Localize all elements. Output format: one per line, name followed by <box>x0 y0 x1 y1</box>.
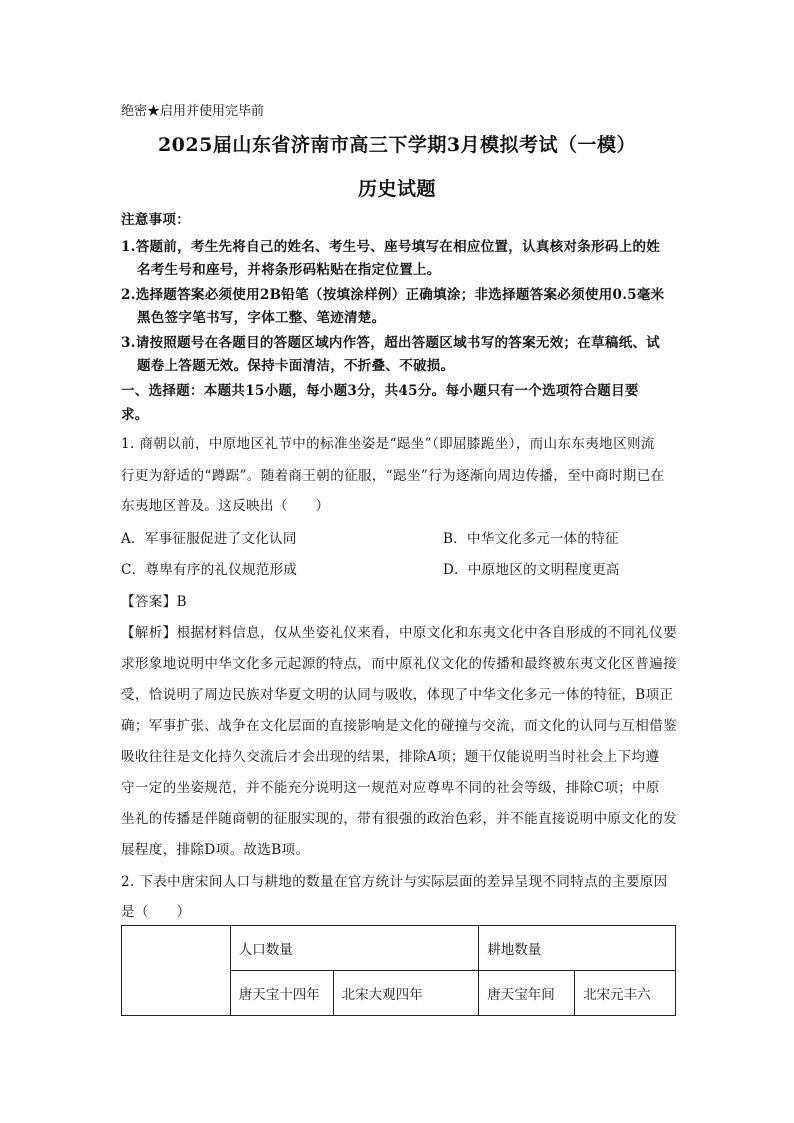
table-subheader-cell: 北宋元丰六 <box>575 971 676 1016</box>
notice-line: 黑色签字笔书写，字体工整、笔迹清楚。 <box>137 310 386 326</box>
q1-analysis-first-line <box>121 621 677 641</box>
table-header-farmland: 耕地数量 <box>479 926 676 971</box>
q1-answer: 【答案】B <box>121 594 187 610</box>
q2-stem-line: 是（ ） <box>121 904 191 920</box>
q2-data-table <box>121 925 676 1016</box>
table-header-population: 人口数量 <box>230 926 479 971</box>
secret-mark: 绝密★启用并使用完毕前 <box>121 104 265 119</box>
q1-option-c: C．尊卑有序的礼仪规范形成 <box>121 562 298 578</box>
q1-option-a: A．军事征服促进了文化认同 <box>121 531 297 547</box>
q2-stem-line: 2. 下表中唐宋间人口与耕地的数量在官方统计与实际层面的差异呈现不同特点的主要原因 <box>121 874 668 890</box>
q1-analysis-line: 受，恰说明了周边民族对华夏文明的认同与吸收，体现了中华文化多元一体的特征，B项正 <box>121 687 674 703</box>
notice-heading: 注意事项： <box>121 212 190 228</box>
subject-title: 历史试题 <box>357 178 436 200</box>
q1-stem-line: 1. 商朝以前，中原地区礼节中的标准坐姿是“跽坐”（即屈膝跪坐），而山东东夷地区则流 <box>121 436 655 452</box>
q1-option-b: B．中华文化多元一体的特征 <box>443 531 619 547</box>
notice-line: 题卷上答题无效。保持卡面清洁，不折叠、不破损。 <box>137 358 455 374</box>
q1-stem-line: 行更为舒适的“蹲踞”。随着商王朝的征服，“跽坐”行为逐渐向周边传播，至中商时期已在 <box>121 468 665 484</box>
exam-title: 2025届山东省济南市高三下学期3月模拟考试（一模） <box>157 134 637 156</box>
q1-analysis-line: 守一定的坐姿规范，并不能充分说明这一规范对应尊卑不同的社会等级，排除C项；中原 <box>121 780 660 796</box>
notice-line: 名考生号和座号，并将条形码粘贴在指定位置上。 <box>137 262 441 278</box>
analysis-label: 【解析】 <box>121 625 177 641</box>
notice-line: 1.答题前，考生先将自己的姓名、考生号、座号填写在相应位置，认真核对条形码上的姓 <box>121 239 661 255</box>
q1-option-d: D．中原地区的文明程度更高 <box>443 562 620 578</box>
table-subheader-cell: 唐天宝十四年 <box>230 971 333 1016</box>
section-heading-cont: 求。 <box>121 407 149 423</box>
q1-analysis-line: 确；军事扩张、战争在文化层面的直接影响是文化的碰撞与交流，而文化的认同与互相借鉴 <box>121 718 677 734</box>
q1-analysis-line: 展程度，排除D项。故选B项。 <box>121 842 310 858</box>
q1-analysis-line: 坐礼的传播是伴随商朝的征服实现的，带有很强的政治色彩，并不能直接说明中原文化的发 <box>121 811 677 827</box>
table-subheader-cell: 北宋大观四年 <box>333 971 479 1016</box>
table-subheader-cell: 唐天宝年间 <box>479 971 575 1016</box>
notice-line: 2.选择题答案必须使用2B铅笔（按填涂样例）正确填涂；非选择题答案必须使用0.5毫米 <box>121 287 665 303</box>
notice-line: 3.请按照题号在各题目的答题区域内作答，超出答题区域书写的答案无效；在草稿纸、试 <box>121 335 661 351</box>
analysis-text: 根据材料信息，仅从坐姿礼仪来看，中原文化和东夷文化中各自形成的不同礼仪要 <box>176 625 678 641</box>
q1-analysis-line: 求形象地说明中华文化多元起源的特点，而中原礼仪文化的传播和最终被东夷文化区普遍接 <box>121 656 677 672</box>
q1-stem-line: 东夷地区普及。这反映出（ ） <box>121 498 330 514</box>
section-heading: 一、选择题：本题共15小题，每小题3分，共45分。每小题只有一个选项符合题目要 <box>121 383 639 399</box>
q1-analysis-line: 吸收往往是文化持久交流后才会出现的结果，排除A项；题干仅能说明当时社会上下均遵 <box>121 749 660 765</box>
table-corner-cell <box>122 926 231 1016</box>
